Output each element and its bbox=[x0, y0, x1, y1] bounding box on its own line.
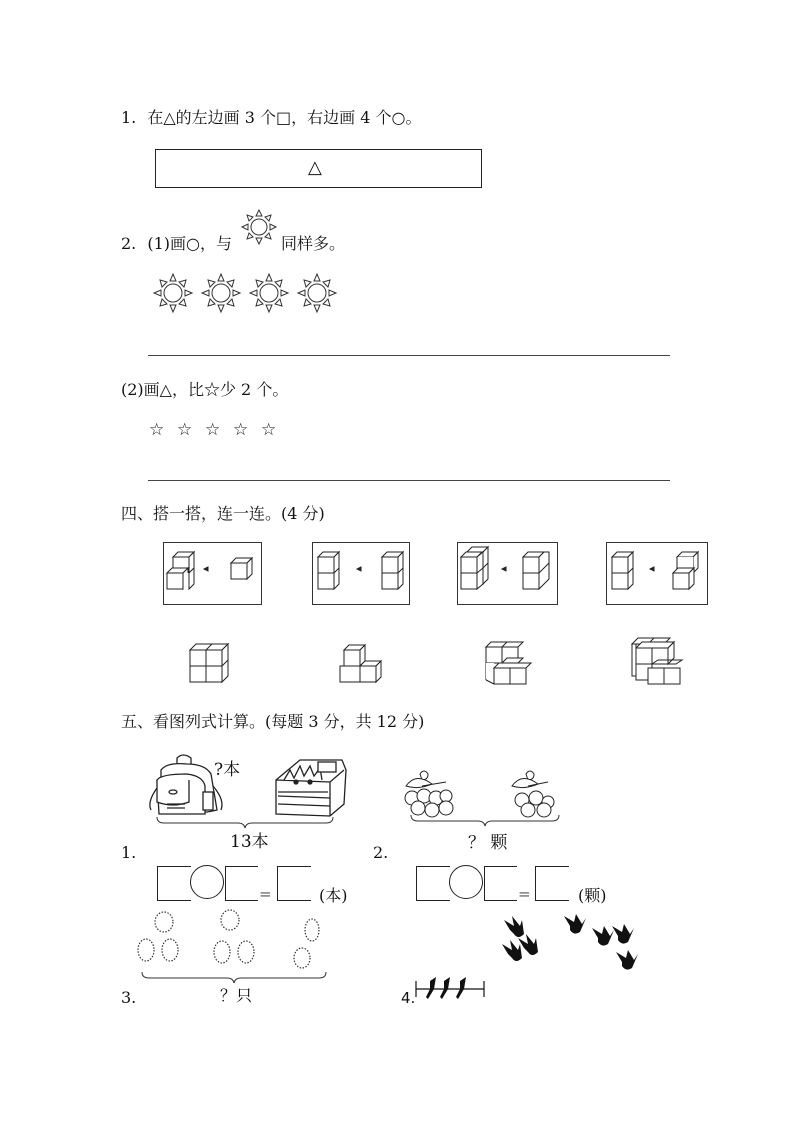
brace-icon bbox=[410, 815, 560, 827]
p2-equals: = bbox=[518, 885, 531, 903]
star-icon: ☆ bbox=[177, 420, 193, 440]
animals-group-icon bbox=[134, 910, 324, 972]
section5-title: 五、看图列式计算。(每题 3 分，共 12 分) bbox=[121, 712, 425, 731]
q2-part1-answer-line[interactable] bbox=[148, 355, 670, 356]
p3-total-label: ？只 bbox=[220, 986, 253, 1005]
p1-blank-1[interactable] bbox=[157, 866, 191, 901]
section4-title: 四、搭一搭，连一连。(4 分) bbox=[121, 504, 325, 523]
p2-blank-2[interactable] bbox=[484, 866, 517, 901]
star-icon: ☆ bbox=[233, 420, 249, 440]
star-row bbox=[149, 420, 289, 440]
brace-icon bbox=[141, 972, 327, 984]
q2-part1-prefix: (1)画○，与 bbox=[147, 234, 232, 253]
cube-stack-icon bbox=[457, 542, 557, 604]
q2-part2-instruction: (2)画△，比☆少 2 个。 bbox=[121, 380, 289, 399]
cube-shape-c[interactable] bbox=[484, 638, 534, 686]
p1-number: 1. bbox=[121, 843, 137, 862]
star-icon: ☆ bbox=[149, 420, 165, 440]
p2-total-label: ？ 颗 bbox=[468, 833, 508, 853]
cube-shape-b[interactable] bbox=[338, 640, 388, 686]
sun-icon bbox=[153, 273, 193, 313]
books-icon bbox=[270, 752, 350, 818]
p1-equals: = bbox=[259, 885, 272, 903]
cherries-icon bbox=[402, 768, 462, 822]
q1-instruction bbox=[121, 108, 421, 128]
sun-icon bbox=[297, 273, 337, 313]
p2-unit: (颗) bbox=[578, 886, 607, 905]
p1-question-label: ?本 bbox=[214, 760, 241, 780]
q2-number: 2. bbox=[121, 234, 137, 253]
q1-text: 在△的左边画 3 个□，右边画 4 个○。 bbox=[147, 108, 422, 127]
q1-drawing-box[interactable] bbox=[155, 149, 482, 188]
p4-number: 4. bbox=[401, 989, 416, 1007]
cube-stack-icon bbox=[163, 542, 261, 604]
p1-answer-blank[interactable] bbox=[277, 866, 311, 901]
p2-answer-blank[interactable] bbox=[535, 866, 569, 901]
q1-number: 1. bbox=[121, 108, 137, 127]
cube-stack-icon bbox=[312, 542, 410, 604]
sun-icon bbox=[201, 273, 241, 313]
sun-icon bbox=[241, 209, 277, 245]
cube-shape-a[interactable] bbox=[188, 638, 238, 684]
p1-unit: (本) bbox=[319, 886, 348, 905]
p1-operator-circle[interactable] bbox=[190, 865, 224, 899]
q2-part2-answer-line[interactable] bbox=[148, 480, 670, 481]
cube-shape-d[interactable] bbox=[630, 636, 686, 688]
p2-operator-circle[interactable] bbox=[449, 865, 483, 899]
birds-on-wire-icon bbox=[414, 975, 486, 1005]
p1-blank-2[interactable] bbox=[225, 866, 258, 901]
q2-part1-instruction bbox=[121, 234, 232, 254]
birds-flying-icon bbox=[500, 912, 645, 976]
p1-total-label: 13本 bbox=[230, 832, 269, 852]
star-icon: ☆ bbox=[261, 420, 277, 440]
q2-part1-suffix: 同样多。 bbox=[281, 234, 346, 253]
brace-icon bbox=[156, 817, 334, 829]
p2-blank-1[interactable] bbox=[416, 866, 450, 901]
cherries-icon bbox=[508, 768, 562, 822]
cube-stack-icon bbox=[606, 542, 706, 604]
p3-number: 3. bbox=[121, 988, 137, 1007]
star-icon: ☆ bbox=[205, 420, 221, 440]
sun-icon bbox=[249, 273, 289, 313]
triangle-symbol: △ bbox=[308, 157, 322, 178]
p2-number: 2. bbox=[373, 843, 389, 862]
